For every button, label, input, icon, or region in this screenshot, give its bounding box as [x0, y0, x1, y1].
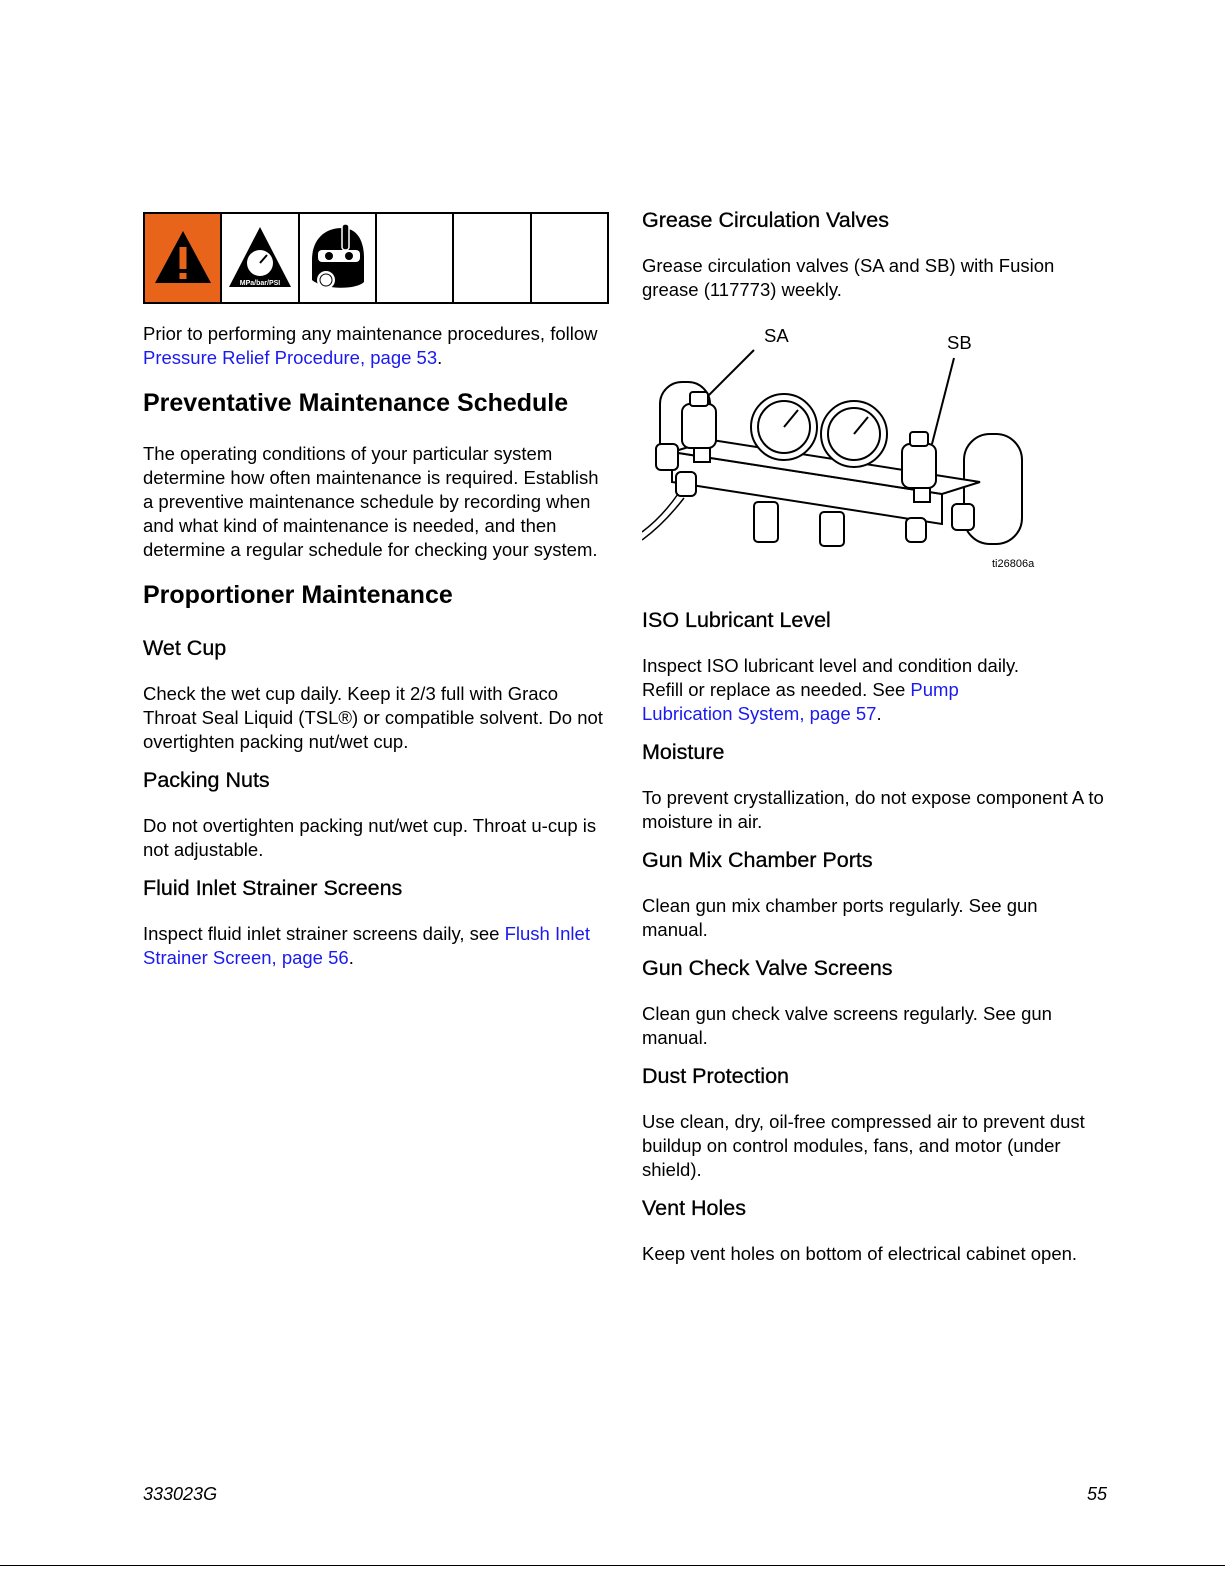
pump-lubrication-link[interactable]: Pump Lubrication System, page 57	[642, 679, 959, 724]
page-number: 55	[1087, 1484, 1108, 1504]
figure-id: ti26806a	[992, 558, 1035, 570]
packing-nuts-body: Do not overtighten packing nut/wet cup. Throat u-cup is not adjustable.	[143, 815, 597, 860]
protective-equipment-icon	[298, 214, 375, 302]
grease-body: Grease circulation valves (SA and SB) with Fusion grease (117773) weekly.	[642, 255, 1055, 300]
left-column	[143, 212, 611, 970]
pressure-gauge-icon	[220, 214, 297, 302]
fluid-inlet-heading: Fluid Inlet Strainer Screens	[143, 876, 403, 900]
wet-cup-body: Check the wet cup daily. Keep it 2/3 full with Graco Throat Seal Liquid (TSL®) or compatible solvent. Do not overtighten packing nut/wet cup.	[143, 683, 603, 752]
gun-check-body: Clean gun check valve screens regularly. See gun manual.	[642, 1003, 1052, 1048]
bottom-rule	[0, 1565, 1225, 1566]
gun-mix-body: Clean gun mix chamber ports regularly. See gun manual.	[642, 895, 1038, 940]
grease-heading: Grease Circulation Valves	[642, 208, 889, 232]
grease-valve-figure	[642, 322, 1042, 572]
pressure-units-label: MPa/bar/PSI	[239, 280, 281, 287]
empty-icon-cell	[530, 214, 607, 302]
moisture-heading: Moisture	[642, 740, 725, 764]
label-sa: SA	[764, 325, 789, 346]
moisture-body: To prevent crystallization, do not expose component A to moisture in air.	[642, 787, 1104, 832]
wet-cup-heading: Wet Cup	[143, 636, 227, 660]
vent-heading: Vent Holes	[642, 1196, 746, 1220]
doc-number: 333023G	[143, 1484, 218, 1504]
empty-icon-cell	[452, 214, 529, 302]
manifold-illustration	[642, 322, 1042, 552]
pm-schedule-heading: Preventative Maintenance Schedule	[143, 389, 569, 417]
proportioner-heading: Proportioner Maintenance	[143, 581, 453, 609]
intro-paragraph: Prior to performing any maintenance procedures, follow Pressure Relief Procedure, page 53.	[143, 323, 598, 368]
empty-icon-cell	[375, 214, 452, 302]
packing-nuts-heading: Packing Nuts	[143, 768, 270, 792]
pressure-relief-link[interactable]: Pressure Relief Procedure, page 53	[143, 347, 438, 368]
fluid-inlet-body: Inspect fluid inlet strainer screens daily, see Flush Inlet Strainer Screen, page 56.	[143, 923, 590, 968]
flush-inlet-link[interactable]: Flush Inlet Strainer Screen, page 56	[143, 923, 590, 968]
dust-heading: Dust Protection	[642, 1064, 789, 1088]
gun-mix-heading: Gun Mix Chamber Ports	[642, 848, 873, 872]
gun-check-heading: Gun Check Valve Screens	[642, 956, 893, 980]
vent-body: Keep vent holes on bottom of electrical cabinet open.	[642, 1243, 1078, 1264]
pm-schedule-body: The operating conditions of your particular system determine how often maintenance is required. Establish a preventive maintenance schedule by recording when and what kind of maintenance is needed, and then determine a regular schedule for checking your system.	[143, 443, 599, 560]
warning-icon	[145, 214, 220, 302]
right-column	[642, 206, 1112, 1266]
warning-icon-strip	[143, 212, 609, 304]
dust-body: Use clean, dry, oil-free compressed air to prevent dust buildup on control modules, fans, and motor (under shield).	[642, 1111, 1085, 1180]
label-sb: SB	[947, 332, 972, 353]
iso-heading: ISO Lubricant Level	[642, 608, 831, 632]
iso-body: Inspect ISO lubricant level and condition daily. Refill or replace as needed. See Pump Lubrication System, page 57.	[642, 655, 1020, 724]
